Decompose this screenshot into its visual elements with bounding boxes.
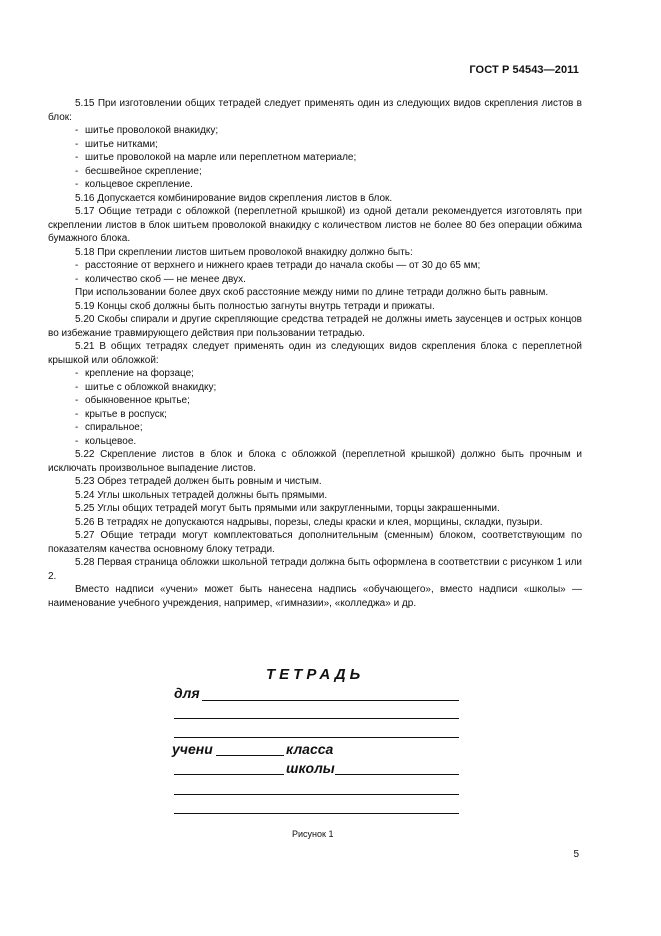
list-item: - спиральное; xyxy=(75,422,143,433)
paragraph-5-23: 5.23 Обрез тетрадей должен быть ровным и чистым. xyxy=(75,476,322,487)
paragraph-5-22: 5.22 Скрепление листов в блок и блока с обложкой (переплетной крышкой) должно быть прочным и исключать произвольное выпадение листов. xyxy=(48,449,582,474)
fill-line xyxy=(174,737,459,738)
paragraph-5-21: 5.21 В общих тетрадях следует применять один из следующих видов скрепления блока с переплетной крышкой или обложкой: xyxy=(48,341,582,366)
figure-caption: Рисунок 1 xyxy=(292,829,334,839)
cover-binding-list xyxy=(48,367,582,448)
fill-line xyxy=(174,794,459,795)
paragraph-5-18: 5.18 При скреплении листов шитьем проволокой внакидку должно быть: xyxy=(75,246,413,258)
fill-line xyxy=(174,718,459,719)
paragraph-5-16: 5.16 Допускается комбинирование видов скрепления листов в блок. xyxy=(75,192,393,204)
list-item: - кольцевое скрепление. xyxy=(75,179,193,190)
binding-types-list xyxy=(48,124,582,192)
paragraph-5-17: 5.17 Общие тетради с обложкой (переплетной крышкой) из одной детали рекомендуется изготовлять при скреплении листов в блок шитьем проволокой внакидку с количеством листов не более 80 без операции обжима бумажного блока. xyxy=(48,206,582,244)
list-item: - шитье проволокой внакидку; xyxy=(75,125,219,136)
list-item: - шитье с обложкой внакидку; xyxy=(75,381,217,393)
list-item: - крытье в роспуск; xyxy=(75,408,167,420)
figure-title: ТЕТРАДЬ xyxy=(266,666,365,683)
figure-word-class: класса xyxy=(286,741,334,757)
paragraph-5-28: 5.28 Первая страница обложки школьной тетради должна быть оформлена в соответствии с рисунком 1 или 2. xyxy=(48,557,583,582)
paragraph-5-19: 5.19 Концы скоб должны быть полностью загнуты внутрь тетради и прижаты. xyxy=(75,300,435,312)
page-number: 5 xyxy=(573,849,579,860)
list-item: - крепление на форзаце; xyxy=(75,368,194,379)
paragraph-5-27: 5.27 Общие тетради могут комплектоваться дополнительным (сменным) блоком, соответствующим по показателям качества основному блоку тетради. xyxy=(48,530,582,555)
document-body xyxy=(48,97,582,610)
fill-line xyxy=(335,774,459,775)
fill-line xyxy=(174,774,284,775)
notebook-cover-figure xyxy=(172,666,462,826)
paragraph-5-15: 5.15 При изготовлении общих тетрадей следует применять один из следующих видов скрепления листов в блок: xyxy=(48,98,582,123)
paragraph-5-20: 5.20 Скобы спирали и другие скрепляющие средства тетрадей не должны иметь заусенцев и острых концов во избежание травмирующего действия при пользовании тетрадью. xyxy=(48,314,582,339)
paragraph-5-18-note: При использовании более двух скоб расстояние между ними по длине тетради должно быть равным. xyxy=(75,287,549,298)
list-item: - количество скоб — не менее двух. xyxy=(75,273,246,285)
figure-word-for: для xyxy=(174,685,200,701)
list-item: - кольцевое. xyxy=(75,435,137,447)
document-header: ГОСТ Р 54543—2011 xyxy=(469,64,579,76)
paragraph-5-26: 5.26 В тетрадях не допускаются надрывы, порезы, следы краски и клея, морщины, складки, пузыри. xyxy=(75,516,543,528)
fill-line xyxy=(216,755,284,756)
paragraph-5-28-note: Вместо надписи «учени» может быть нанесена надпись «обучающего», вместо надписи «школы» — наименование учебного учреждения, например, «гимназии», «колледжа» и др. xyxy=(48,584,582,609)
paragraph-5-25: 5.25 Углы общих тетрадей могут быть прямыми или закругленными, торцы закрашенными. xyxy=(75,503,500,514)
fill-line xyxy=(202,700,459,701)
list-item: - бесшвейное скрепление; xyxy=(75,165,202,177)
paragraph-5-24: 5.24 Углы школьных тетрадей должны быть прямыми. xyxy=(75,489,328,501)
fill-line xyxy=(174,813,459,814)
staple-requirements-list xyxy=(48,259,582,286)
list-item: - шитье проволокой на марле или переплетном материале; xyxy=(75,152,357,163)
list-item: - обыкновенное крытье; xyxy=(75,395,190,406)
list-item: - расстояние от верхнего и нижнего краев тетради до начала скобы — от 30 до 65 мм; xyxy=(75,260,481,271)
figure-word-student: учени xyxy=(172,741,213,757)
figure-word-school: школы xyxy=(286,760,335,776)
list-item: - шитье нитками; xyxy=(75,138,158,150)
